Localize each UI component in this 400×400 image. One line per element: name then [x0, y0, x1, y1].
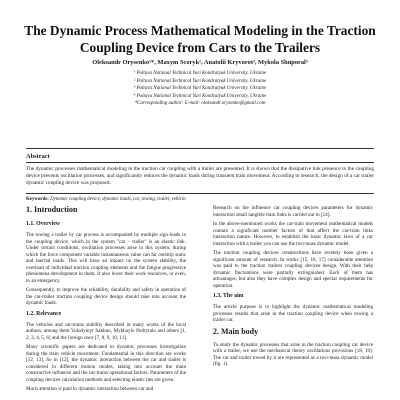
section-heading-main-body: 2. Main body	[213, 326, 259, 336]
overview-paragraph: Consequently, to improve the reliability, durability and safety in operation of the car-trailer traction coupling device design should take into account the dynamic loads.	[26, 287, 186, 306]
relevance-paragraph: The vehicles and car-trains stability described in many works of the local authors, among them Volodymyr Sakhno, Mykhaylo Podrytalo and others [1, 2, 3, 4, 5, 6] and the foreign once [7, 8, 9, 10, 11].	[26, 321, 186, 341]
intro-paragraph: Research on the influence car coupling devices parameters for dynamic interaction small tangible train links is carried out in [14].	[213, 205, 373, 218]
left-column	[26, 205, 186, 400]
intro-paragraph: The traction coupling devices constructions have recently been given a significant amount of research. In works [15, 16, 17] considerable attention was paid to the traction trailers coupling devices design. With their help dynamic fluctuations were partially extinguished. Each of them has advantages, but also they have complex design and special requirements for operation.	[213, 250, 373, 289]
right-column	[213, 205, 373, 400]
subsection-heading-aim: 1.3. The aim	[213, 293, 244, 299]
main-body-paragraph: To study the dynamic processes that arise in the traction coupling car device with a trailer, we use the mechanical theory oscillations provisions [18, 19]. The car and trailer towed by it are represented as a two-mass dynamic model (fig. 1).	[213, 341, 373, 367]
intro-paragraph: In the above-mentioned works the car-train movement mathematical models contain a significant number factors of that affect the car-train links interaction nature. However, to establish the basic dynamic laws of a car interaction with a trailer you can use the two-mass dynamic model.	[213, 221, 373, 247]
aim-paragraph: The article purpose is to highlight the dynamic mathematical modeling processes results that arise in the traction coupling device when towing a trailer car.	[213, 304, 373, 323]
section-heading-introduction: 1. Introduction	[26, 205, 78, 214]
affiliation-list	[20, 70, 380, 108]
affiliation-line: ¹ Poltava National Technical Yuri Kondratyuk University, Ukraine	[133, 71, 267, 76]
abstract-heading: Abstract	[26, 153, 50, 160]
abstract-bottom-rule	[26, 193, 374, 194]
relevance-paragraph: Many scientific papers are dedicated to dynamic processes investigation during the train vehicle movement. Fundamental in this direction are works [12, 13]. So in [12], the dynamic interaction between the car and trailer is considered in different motion modes, taking into account the main constructive influence and the car-trains operational factors. Parameters of the coupling devices calculation methods and selecting elastic ties are given.	[26, 344, 186, 383]
overview-paragraph: The towing a trailer by car process is accompanied by multiple sign-loads in the coupling device, which in the system "car – trailer" is an elastic link. Under certain conditions, oscillation processes arise in this system, during which the force component variable instantaneous value can far outstrip static and inertial loads. This will have an impact on the system stability, the overload of individual traction coupling elements and the fatigue progressive phenomena development in them. It also lower their work resources, or even, to an emergency.	[26, 232, 186, 284]
keywords-label: Keywords:	[26, 197, 49, 202]
paper-title: The Dynamic Process Mathematical Modeling in the Traction Coupling Device from Cars to the Trailers	[24, 23, 376, 55]
affiliation-line: ⁴ Poltava National Technical Yuri Kondratyuk University, Ukraine	[133, 93, 267, 99]
relevance-paragraph: Much attention is paid to dynamic interaction between car and	[26, 386, 154, 392]
subsection-heading-overview: 1.1. Overview	[26, 221, 60, 227]
affiliation-line: ³ Poltava National Technical Yuri Kondratyuk University, Ukraine	[133, 86, 267, 92]
keywords-line	[26, 197, 374, 202]
keywords-text: Dynamic coupling device, dynamic loads, car, towing, trailer, vehicle.	[50, 197, 187, 202]
abstract-top-rule	[26, 148, 374, 149]
abstract-heading-rule	[26, 162, 374, 163]
abstract-text: The dynamic processes mathematical modeling in the traction car coupling with a trailer are presented. It is shown that the dissipative link presence in the coupling device prevents oscillation processes, and significantly reduces the dynamic loads during transient train movement. According to research, the design of a car trailer dynamic coupling device was proposed.	[26, 166, 374, 187]
subsection-heading-relevance: 1.2. Relevance	[26, 310, 62, 317]
author-list: Oleksandr Orysenko¹*, Maxym Scoryk¹, Anatolii Kryvorot², Mykola Shuporal³	[92, 59, 308, 66]
corresponding-author-line: *Corresponding author: E-mail: oleksandr.orysenko@gmail.com	[134, 101, 266, 107]
affiliation-line: ² Poltava National Technical Yuri Kondratyuk University, Ukraine	[133, 78, 267, 84]
